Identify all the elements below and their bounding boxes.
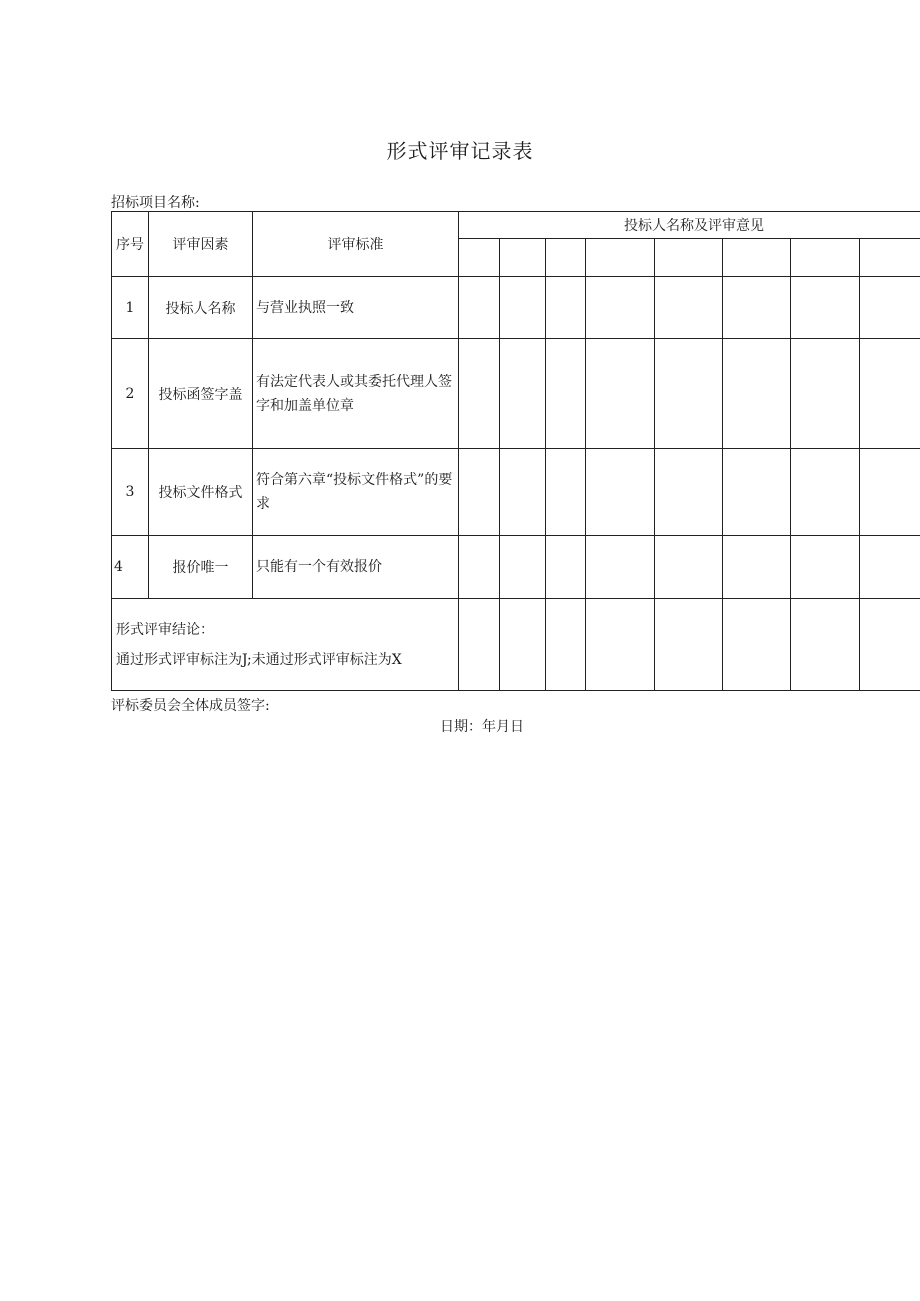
opinion-cell[interactable] xyxy=(791,277,860,339)
opinion-cell[interactable] xyxy=(500,449,546,536)
row-seq: 3 xyxy=(112,449,149,536)
row-factor: 报价唯一 xyxy=(149,536,253,599)
header-seq: 序号 xyxy=(112,212,149,277)
bidder-column-8[interactable] xyxy=(860,239,920,277)
opinion-cell[interactable] xyxy=(655,536,723,599)
row-factor: 投标函签字盖 xyxy=(149,339,253,449)
conclusion-label: 形式评审结论： xyxy=(116,621,214,638)
bidder-column-2[interactable] xyxy=(500,239,546,277)
opinion-cell[interactable] xyxy=(459,536,500,599)
bidder-column-6[interactable] xyxy=(723,239,791,277)
conclusion-cell xyxy=(112,599,459,691)
bidder-column-1[interactable] xyxy=(459,239,500,277)
row-standard: 与营业执照一致 xyxy=(253,277,459,339)
opinion-cell[interactable] xyxy=(655,277,723,339)
opinion-cell[interactable] xyxy=(860,339,920,449)
bidder-column-3[interactable] xyxy=(546,239,586,277)
opinion-cell[interactable] xyxy=(791,449,860,536)
table-row xyxy=(112,449,920,536)
conclusion-opinion-cell[interactable] xyxy=(860,599,920,691)
opinion-cell[interactable] xyxy=(791,536,860,599)
conclusion-opinion-cell[interactable] xyxy=(791,599,860,691)
opinion-cell[interactable] xyxy=(546,449,586,536)
opinion-cell[interactable] xyxy=(586,339,655,449)
opinion-cell[interactable] xyxy=(586,449,655,536)
bidder-column-4[interactable] xyxy=(586,239,655,277)
conclusion-row xyxy=(112,599,920,691)
opinion-cell[interactable] xyxy=(655,339,723,449)
conclusion-opinion-cell[interactable] xyxy=(723,599,791,691)
conclusion-opinion-cell[interactable] xyxy=(459,599,500,691)
table-row xyxy=(112,277,920,339)
opinion-cell[interactable] xyxy=(586,277,655,339)
header-row-1 xyxy=(112,212,920,239)
conclusion-opinion-cell[interactable] xyxy=(586,599,655,691)
conclusion-opinion-cell[interactable] xyxy=(655,599,723,691)
project-name-label: 招标项目名称: xyxy=(111,195,200,211)
conclusion-opinion-cell[interactable] xyxy=(546,599,586,691)
opinion-cell[interactable] xyxy=(860,536,920,599)
row-factor: 投标文件格式 xyxy=(149,449,253,536)
row-seq: 4 xyxy=(112,536,149,599)
opinion-cell[interactable] xyxy=(546,277,586,339)
conclusion-opinion-cell[interactable] xyxy=(500,599,546,691)
date-label: 日期： xyxy=(440,719,482,735)
table-row xyxy=(112,339,920,449)
bidder-column-7[interactable] xyxy=(791,239,860,277)
opinion-cell[interactable] xyxy=(723,277,791,339)
opinion-cell[interactable] xyxy=(500,339,546,449)
opinion-cell[interactable] xyxy=(723,339,791,449)
row-standard: 符合第六章“投标文件格式”的要求 xyxy=(253,449,459,536)
opinion-cell[interactable] xyxy=(459,339,500,449)
date-value: 年月日 xyxy=(482,719,524,735)
row-standard: 只能有一个有效报价 xyxy=(253,536,459,599)
opinion-cell[interactable] xyxy=(860,449,920,536)
page-title: 形式评审记录表 xyxy=(386,139,534,163)
opinion-cell[interactable] xyxy=(459,277,500,339)
opinion-cell[interactable] xyxy=(723,449,791,536)
opinion-cell[interactable] xyxy=(546,536,586,599)
committee-signature-label: 评标委员会全体成员签字: xyxy=(111,698,270,714)
opinion-cell[interactable] xyxy=(546,339,586,449)
review-table xyxy=(111,211,920,691)
header-standard: 评审标准 xyxy=(253,212,459,277)
opinion-cell[interactable] xyxy=(500,536,546,599)
opinion-cell[interactable] xyxy=(500,277,546,339)
date-line xyxy=(440,716,524,736)
opinion-cell[interactable] xyxy=(586,536,655,599)
row-standard: 有法定代表人或其委托代理人签字和加盖单位章 xyxy=(253,339,459,449)
bidder-column-5[interactable] xyxy=(655,239,723,277)
opinion-cell[interactable] xyxy=(459,449,500,536)
opinion-cell[interactable] xyxy=(860,277,920,339)
conclusion-note: 通过形式评审标注为J;未通过形式评审标注为X xyxy=(116,651,402,668)
row-seq: 2 xyxy=(112,339,149,449)
table-row xyxy=(112,536,920,599)
row-factor: 投标人名称 xyxy=(149,277,253,339)
header-factor: 评审因素 xyxy=(149,212,253,277)
opinion-cell[interactable] xyxy=(791,339,860,449)
row-seq: 1 xyxy=(112,277,149,339)
header-bidder-group: 投标人名称及评审意见 xyxy=(459,212,920,239)
opinion-cell[interactable] xyxy=(655,449,723,536)
opinion-cell[interactable] xyxy=(723,536,791,599)
